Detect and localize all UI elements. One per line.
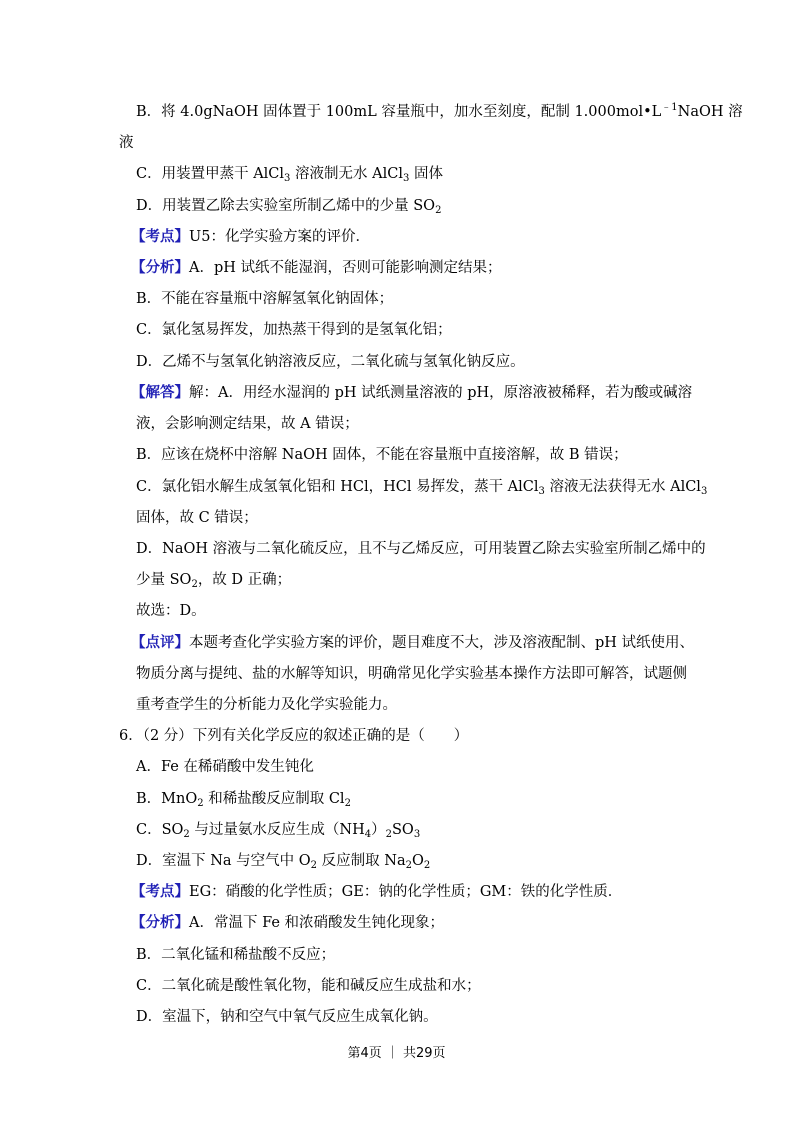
q6-option-c: C．$SO_2$ 与过量氨水反应生成$(NH_4)_2SO_3$ <box>136 822 421 840</box>
q5-jieda-d-cont: 少量 $SO_2$，故 D 正确； <box>136 572 292 590</box>
q6-fenxi-d: D．室温下，钠和空气中氧气反应生成氧化钠。 <box>136 1009 438 1025</box>
q5-jieda-a-cont: 液，会影响测定结果，故 A 错误； <box>136 416 359 432</box>
q6-option-d: D．室温下 Na 与空气中 $O_2$ 反应制取 $Na_2O_2$ <box>136 853 431 871</box>
q5-kaodian: 【考点】U5：化学实验方案的评价． <box>131 228 370 245</box>
q5-dianping-2: 物质分离与提纯、盐的水解等知识，明确常见化学实验基本操作方法即可解答，试题侧 <box>136 666 687 682</box>
q5-jieda-c: C．氯化铝水解生成氢氧化铝和 HCl，HCl 易挥发，蒸干 AlCl$_3$ 溶液无法获得无水 AlCl$_3$ <box>136 479 708 497</box>
q6-fenxi-b: B．二氧化锰和稀盐酸不反应； <box>136 947 336 963</box>
q5-fenxi-d: D．乙烯不与氢氧化钠溶液反应，二氧化硫与氢氧化钠反应。 <box>136 354 525 370</box>
q5-jieda: 【解答】解：A．用经水湿润的 pH 试纸测量溶液的 pH，原溶液被稀释，若为酸或碱溶 <box>131 384 693 401</box>
q5-answer: 故选：D。 <box>136 603 206 619</box>
q5-option-b: B．将 4.0gNaOH 固体置于 100mL 容量瓶中，加水至刻度，配制 $1.000mol•L^{﹣1}NaOH$ 溶 <box>136 102 743 120</box>
q5-option-d: D．用装置乙除去实验室所制乙烯中的少量 $SO_2$ <box>136 198 442 216</box>
q5-fenxi-c: C．氯化氢易挥发，加热蒸干得到的是氢氧化铝； <box>136 322 452 338</box>
q6-option-a: A．Fe 在稀硝酸中发生钝化 <box>136 759 314 775</box>
q6-fenxi: 【分析】A．常温下 Fe 和浓硝酸发生钝化现象； <box>131 914 445 931</box>
q5-fenxi-b: B．不能在容量瓶中溶解氢氧化钠固体； <box>136 291 394 307</box>
q5-jieda-c-cont: 固体，故 C 错误； <box>136 510 258 526</box>
q6-option-b: B．MnO$_2$ 和稀盐酸反应制取 $Cl_2$ <box>136 791 351 809</box>
q5-dianping: 【点评】本题考查化学实验方案的评价，题目难度不大，涉及溶液配制、pH 试纸使用、 <box>131 634 695 651</box>
q6-fenxi-c: C．二氧化硫是酸性氧化物，能和碱反应生成盐和水； <box>136 978 481 994</box>
q5-option-b-cont: 液 <box>119 135 134 151</box>
q6-stem: 6．（2 分）下列有关化学反应的叙述正确的是（ ） <box>119 728 469 744</box>
q5-fenxi: 【分析】A．pH 试纸不能湿润，否则可能影响测定结果； <box>131 259 502 276</box>
q5-option-c: C．用装置甲蒸干 AlCl$_3$ 溶液制无水 AlCl$_3$ 固体 <box>136 166 443 184</box>
q5-dianping-3: 重考查学生的分析能力及化学实验能力。 <box>136 697 397 713</box>
q5-jieda-b: B．应该在烧杯中溶解 NaOH 固体，不能在容量瓶中直接溶解，故 B 错误； <box>136 447 628 463</box>
q5-jieda-d: D．NaOH 溶液与二氧化硫反应，且不与乙烯反应，可用装置乙除去实验室所制乙烯中的 <box>136 541 706 557</box>
page-footer: 第4页 ｜ 共29页 <box>347 1046 446 1061</box>
q6-kaodian: 【考点】EG：硝酸的化学性质；GE：钠的化学性质；GM：铁的化学性质． <box>131 883 623 900</box>
